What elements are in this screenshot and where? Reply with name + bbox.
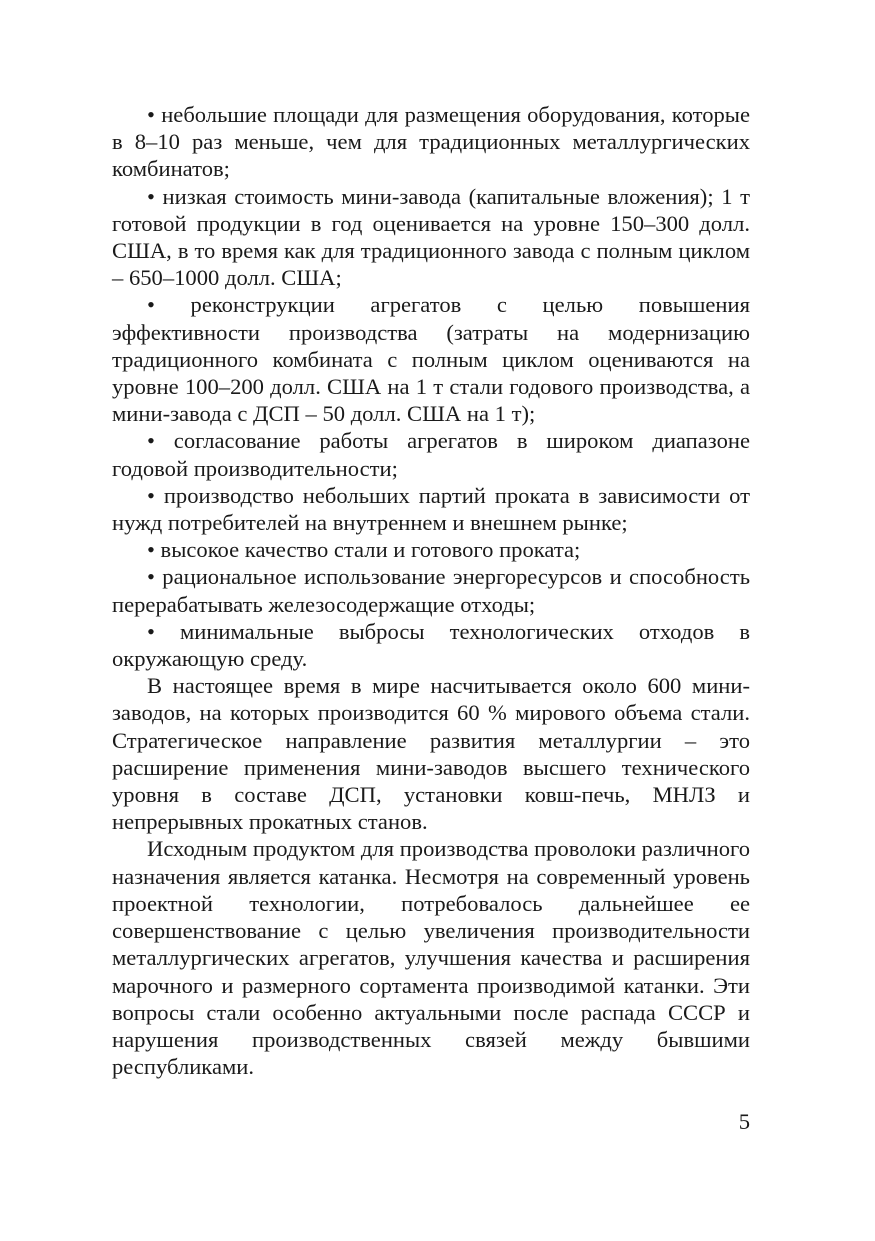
bullet-energy-use: • рациональное использование энергоресурсов и способность перерабатывать железосодержащие отходы;: [112, 564, 750, 617]
paragraph-mini-plants: В настоящее время в мире насчитывается около 600 мини-заводов, на которых производится 60 % мирового объема стали. Стратегическое направление развития металлургии – это расширение применения мини-заводов высшего технического уровня в составе ДСП, установки ковш-печь, МНЛЗ и непрерывных прокатных станов.: [112, 673, 750, 835]
bullet-low-cost: • низкая стоимость мини-завода (капитальные вложения); 1 т готовой продукции в год оценивается на уровне 150–300 долл. США, в то время как для традиционного завода с полным циклом – 650–1000 долл. США;: [112, 183, 750, 291]
bullet-small-batches: • производство небольших партий проката в зависимости от нужд потребителей на внутреннем и внешнем рынке;: [112, 482, 750, 536]
paragraph-wire-rod: Исходным продуктом для производства проволоки различного назначения является катанка. Несмотря на современный уровень проектной технологии, потребовалось дальнейшее ее совершенствование с целью увеличения производительности металлургических агрегатов, улучшения качества и расширения марочного и размерного сортамента производимой катанки. Эти вопросы стали особенно актуальными после распада СССР и нарушения производственных связей между бывшими республиками.: [112, 836, 750, 1080]
bullet-coordination: • согласование работы агрегатов в широком диапазоне годовой производительности;: [112, 428, 750, 481]
page-number: 5: [738, 1109, 750, 1134]
bullet-high-quality: • высокое качество стали и готового проката;: [147, 537, 581, 563]
bullet-small-area: • небольшие площади для размещения оборудования, которые в 8–10 раз меньше, чем для традиционных металлургических комбинатов;: [112, 102, 750, 182]
bullet-minimal-emissions: • минимальные выбросы технологических отходов в окружающую среду.: [112, 618, 750, 672]
bullet-reconstruction: • реконструкции агрегатов с целью повышения эффективности производства (затраты на модернизацию традиционного комбината с полным циклом оцениваются на уровне 100–200 долл. США на 1 т стали годового производства, а мини-завода с ДСП – 50 долл. США на 1 т);: [112, 292, 750, 427]
page-body: [112, 101, 750, 1080]
